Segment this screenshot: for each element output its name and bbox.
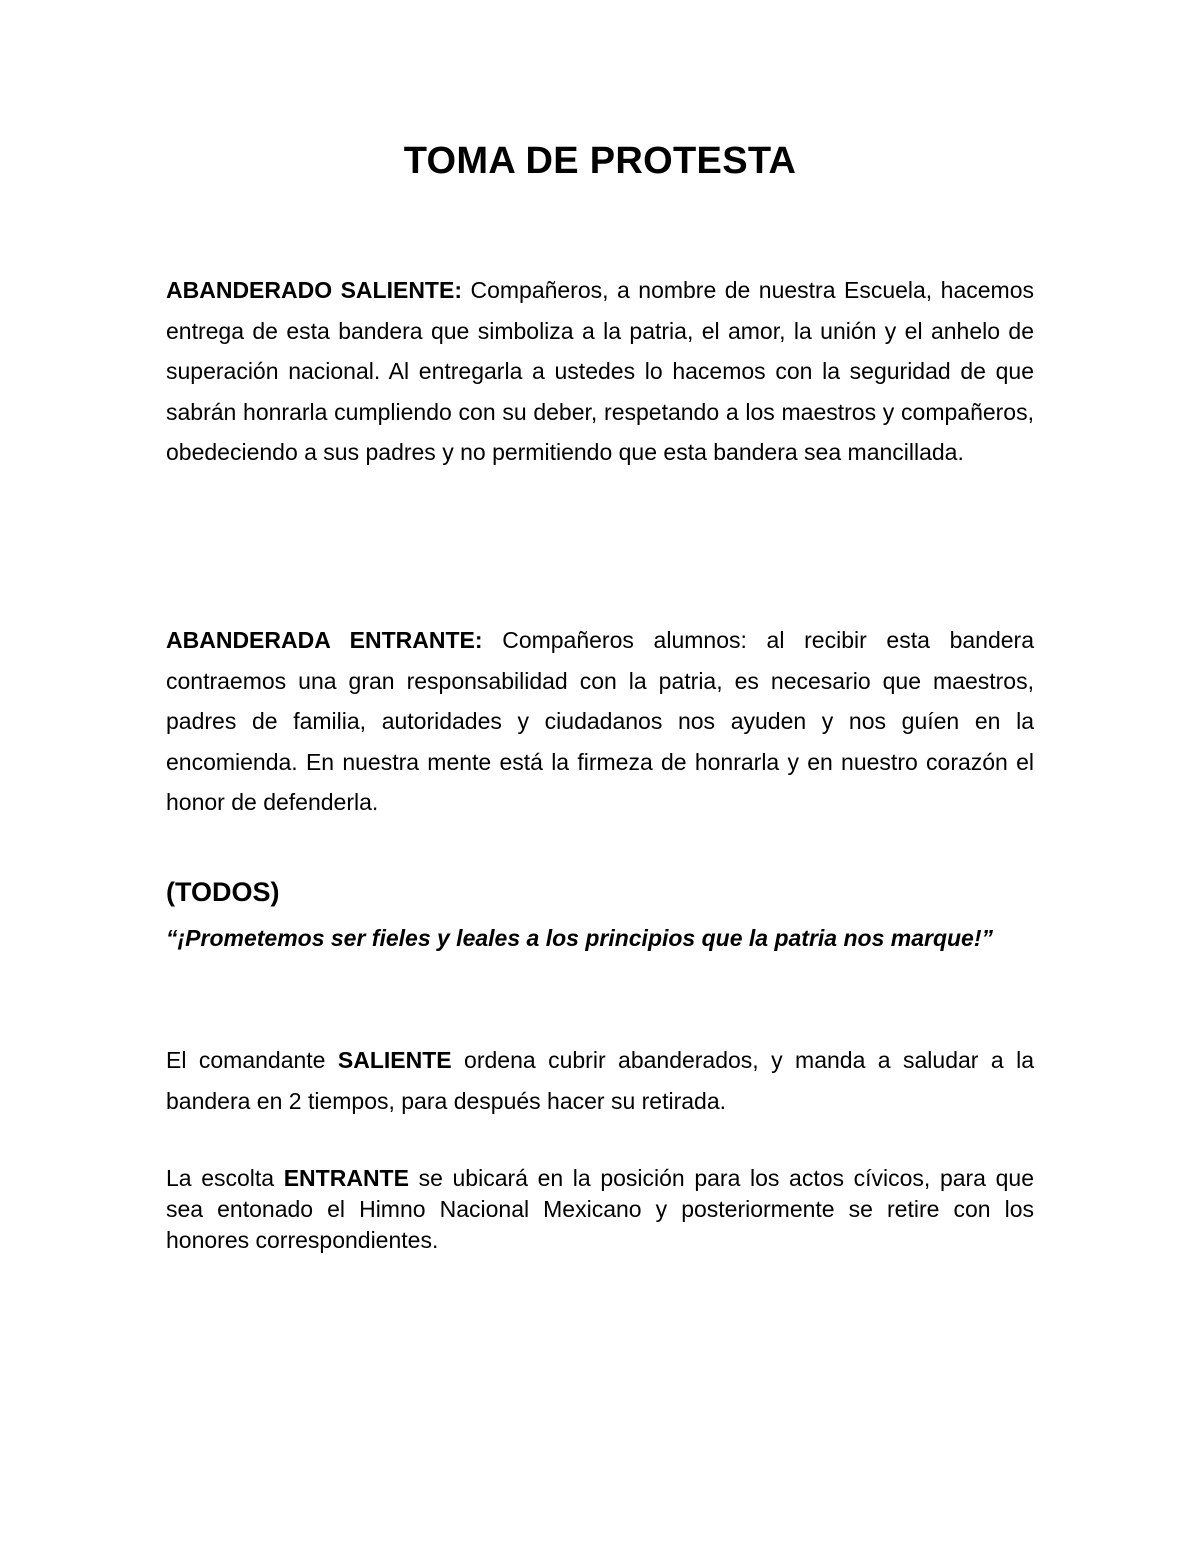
entrante-paragraph <box>166 620 1034 823</box>
todos-label: (TODOS) <box>166 877 280 907</box>
comandante-before: El comandante <box>166 1047 338 1073</box>
entrante-speaker: ABANDERADA ENTRANTE: <box>166 627 483 653</box>
comandante-paragraph <box>166 1040 1034 1121</box>
escolta-before: La escolta <box>166 1165 284 1191</box>
saliente-speaker: ABANDERADO SALIENTE: <box>166 277 462 303</box>
saliente-paragraph <box>166 270 1034 473</box>
comandante-emphasis: SALIENTE <box>337 1047 452 1073</box>
oath-text: “¡Prometemos ser fieles y leales a los principios que la patria nos marque!” <box>166 925 994 951</box>
entrante-text: Compañeros alumnos: al recibir esta bandera contraemos una gran responsabilidad con la patria, es necesario que maestros, padres de familia, autoridades y ciudadanos nos ayuden y nos guíen en la encomienda. En nuestra mente está la firmeza de honrarla y en nuestro corazón el honor de defenderla. <box>166 627 1034 815</box>
escolta-after: se ubicará en la posición para los actos cívicos, para que sea entonado el Himno Nacional Mexicano y posteriormente se retire con los honores correspondientes. <box>166 1165 1034 1253</box>
escolta-emphasis: ENTRANTE <box>283 1165 409 1191</box>
document-title: TOMA DE PROTESTA <box>403 140 797 182</box>
saliente-text: Compañeros, a nombre de nuestra Escuela, hacemos entrega de esta bandera que simboliza a la patria, el amor, la unión y el anhelo de superación nacional. Al entregarla a ustedes lo hacemos con la seguridad de que sabrán honrarla cumpliendo con su deber, respetando a los maestros y compañeros, obedeciendo a sus padres y no permitiendo que esta bandera sea mancillada. <box>166 277 1034 465</box>
comandante-after: ordena cubrir abanderados, y manda a saludar a la bandera en 2 tiempos, para después hacer su retirada. <box>166 1047 1034 1114</box>
escolta-paragraph <box>166 1163 1034 1256</box>
